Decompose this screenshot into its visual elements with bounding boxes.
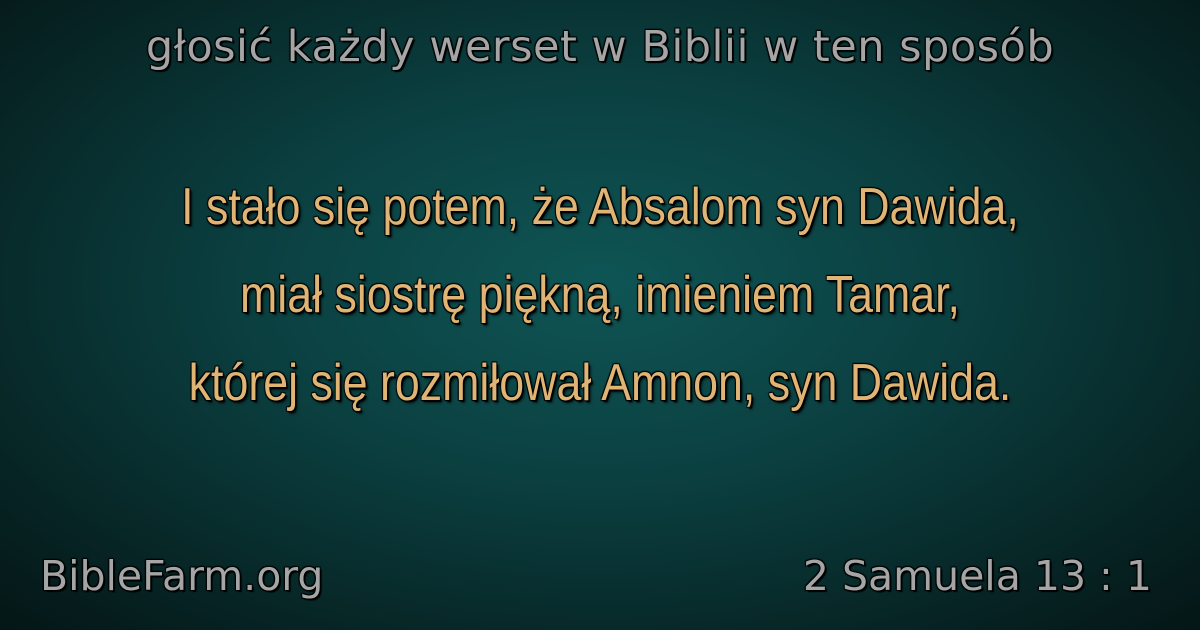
header-tagline: głosić każdy werset w Biblii w ten sposób <box>145 22 1055 72</box>
verse-line: której się rozmiłował Amnon, syn Dawida. <box>188 354 1012 412</box>
verse-text <box>110 163 1090 427</box>
verse-reference: 2 Samuela 13 : 1 <box>802 552 1152 600</box>
verse-line: miał siostrę piękną, imieniem Tamar, <box>240 266 960 324</box>
site-name: BibleFarm.org <box>40 552 324 600</box>
verse-line: I stało się potem, że Absalom syn Dawida, <box>181 178 1019 236</box>
